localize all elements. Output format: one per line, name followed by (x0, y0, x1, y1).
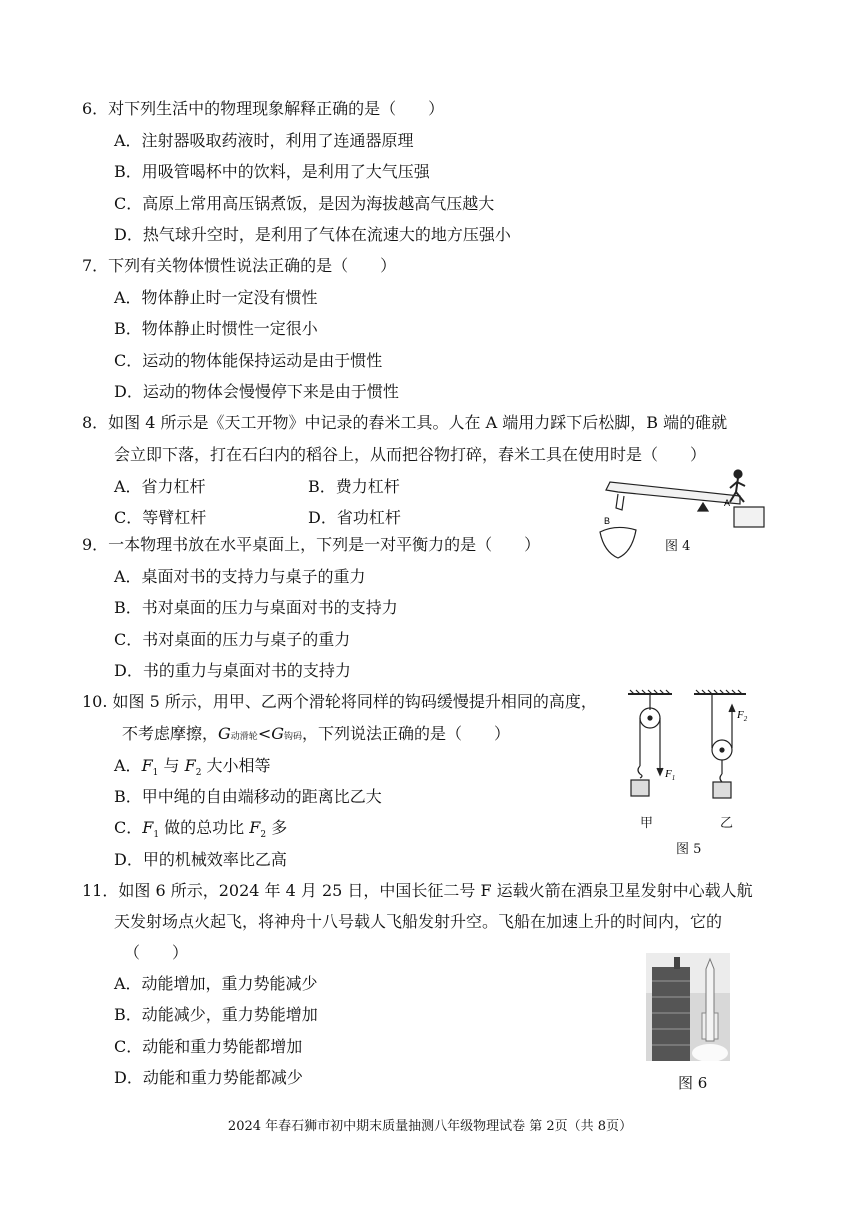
q10-option-b: B．甲中绳的自由端移动的距离比乙大 (114, 787, 382, 806)
q6-option-c: C．高原上常用高压锅煮饭，是因为海拔越高气压越大 (114, 194, 495, 213)
q6-option-d: D．热气球升空时，是利用了气体在流速大的地方压强小 (114, 225, 511, 244)
q7-option-a: A．物体静止时一定没有惯性 (114, 288, 318, 307)
q11-option-a: A．动能增加，重力势能减少 (114, 974, 318, 993)
q11-option-d: D．动能和重力势能都减少 (114, 1068, 303, 1087)
figure-6-rocket-photo (646, 953, 730, 1061)
figure-4-caption: 图 4 (665, 539, 691, 554)
figure-5-label-jia: 甲 (640, 816, 654, 831)
q11-option-b: B．动能减少，重力势能增加 (114, 1005, 318, 1024)
q11-stem-line2: 天发射场点火起飞，将神舟十八号载人飞船发射升空。飞船在加速上升的时间内，它的 (114, 912, 723, 931)
figure-5-pulley-diagram (622, 688, 772, 803)
q11-stem-line3: （ ） (124, 943, 189, 962)
q7-option-d: D．运动的物体会慢慢停下来是由于惯性 (114, 382, 399, 401)
figure-5-label-yi: 乙 (720, 816, 734, 831)
figure-5-f2-label: $F_2$ (737, 709, 748, 723)
figure-6-caption: 图 6 (678, 1074, 708, 1092)
figure-4-label-b: B (604, 516, 611, 526)
q10-option-a: A．$F_1$ 与 $F_2$ 大小相等 (114, 756, 271, 779)
q11-option-c: C．动能和重力势能都增加 (114, 1037, 303, 1056)
q9-option-c: C．书对桌面的压力与桌子的重力 (114, 630, 351, 649)
q8-stem-line2: 会立即下落，打在石臼内的稻谷上，从而把谷物打碎，舂米工具在使用时是（ ） (114, 445, 707, 464)
q6-option-a: A．注射器吸取药液时，利用了连通器原理 (114, 131, 414, 150)
q9-stem: 9．一本物理书放在水平桌面上，下列是一对平衡力的是（ ） (82, 535, 541, 554)
q10-option-d: D．甲的机械效率比乙高 (114, 850, 287, 869)
q6-stem: 6．对下列生活中的物理现象解释正确的是（ ） (82, 99, 445, 118)
q9-option-d: D．书的重力与桌面对书的支持力 (114, 661, 351, 680)
q10-stem-line2: 不考虑摩擦，G动滑轮<G钩码，下列说法正确的是（ ） (122, 724, 511, 743)
page-footer: 2024 年春石狮市初中期末质量抽测八年级物理试卷 第 2页（共 8页） (227, 1119, 633, 1134)
q6-option-b: B．用吸管喝杯中的饮料，是利用了大气压强 (114, 162, 430, 181)
q10-option-c: C．$F_1$ 做的总功比 $F_2$ 多 (114, 818, 288, 841)
q8-option-c: C．等臂杠杆 (114, 508, 207, 527)
q7-stem: 7．下列有关物体惯性说法正确的是（ ） (82, 256, 397, 275)
q7-option-c: C．运动的物体能保持运动是由于惯性 (114, 351, 383, 370)
q8-option-b: B．费力杠杆 (308, 477, 400, 496)
figure-5-f1-label: $F_1$ (665, 768, 676, 782)
q8-option-a: A．省力杠杆 (114, 477, 206, 496)
q8-stem-line1: 8．如图 4 所示是《天工开物》中记录的舂米工具。人在 A 端用力踩下后松脚，B 端的碓就 (82, 413, 728, 432)
q10-stem-line1: 10. 如图 5 所示，用甲、乙两个滑轮将同样的钩码缓慢提升相同的高度， (82, 692, 597, 711)
q9-option-a: A．桌面对书的支持力与桌子的重力 (114, 567, 366, 586)
q8-option-d: D．省功杠杆 (308, 508, 401, 527)
figure-5-caption: 图 5 (676, 842, 702, 857)
q9-option-b: B．书对桌面的压力与桌面对书的支持力 (114, 598, 398, 617)
figure-4-label-a: A (724, 498, 731, 508)
q7-option-b: B．物体静止时惯性一定很小 (114, 319, 318, 338)
q11-stem-line1: 11．如图 6 所示，2024 年 4 月 25 日，中国长征二号 F 运载火箭在酒泉卫星发射中心载人航 (82, 881, 753, 900)
